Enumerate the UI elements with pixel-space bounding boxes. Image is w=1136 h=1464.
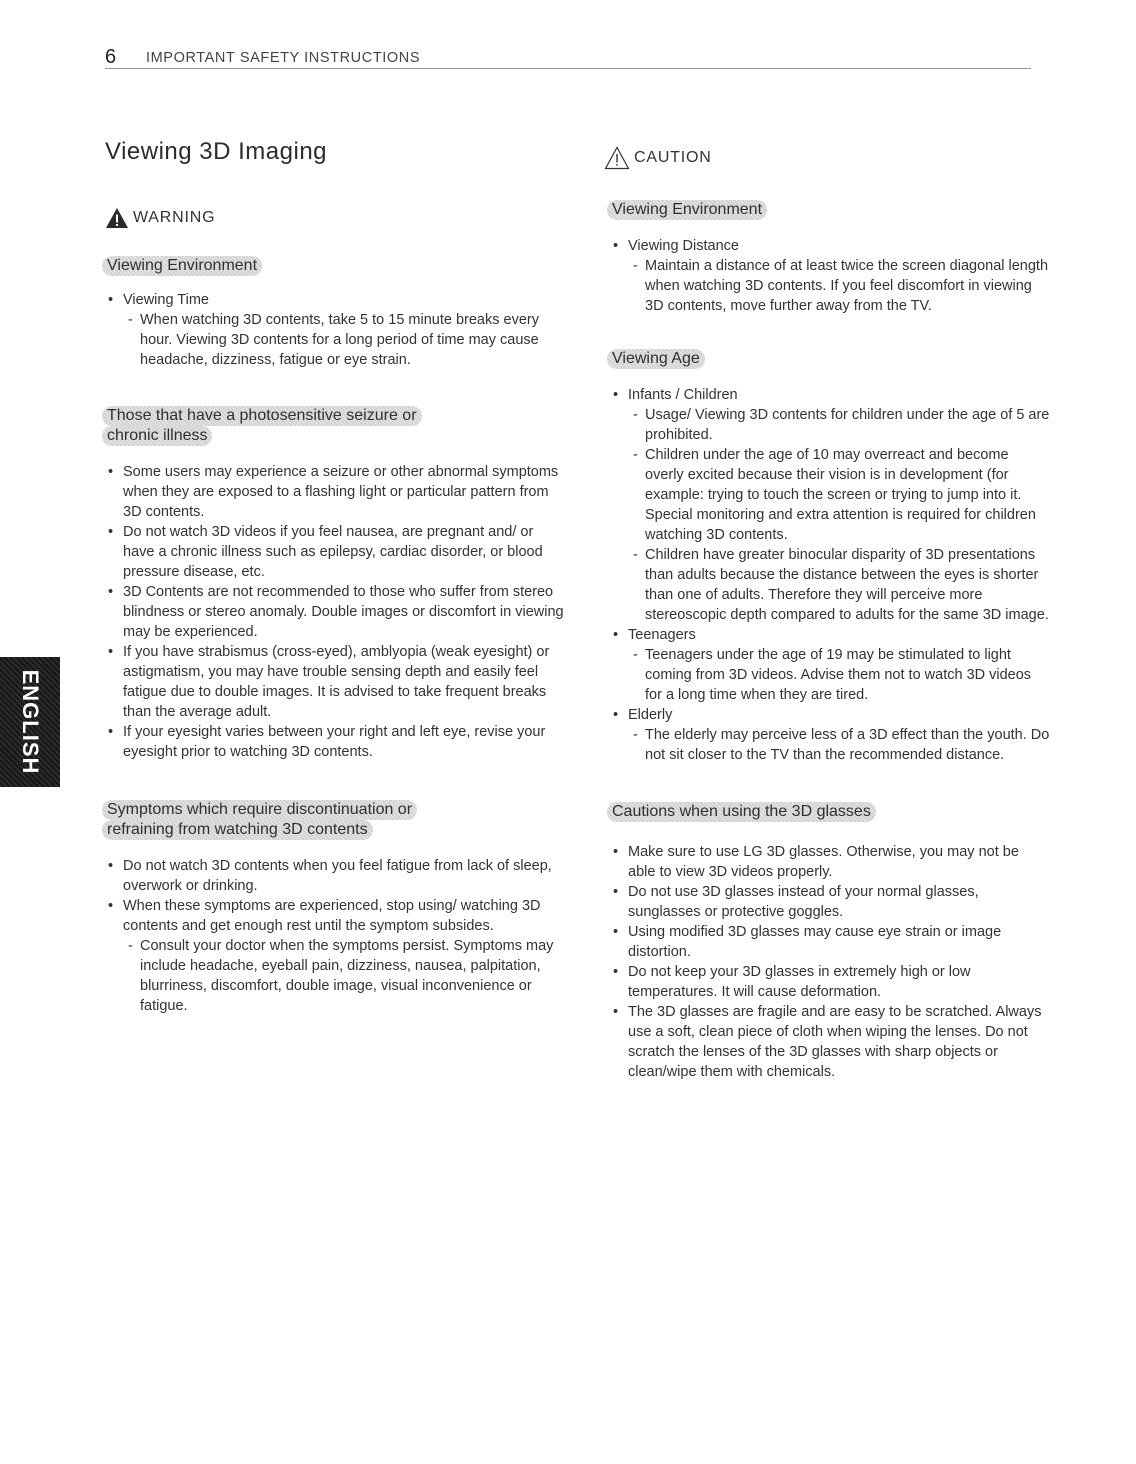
section-label-line: Viewing Environment bbox=[607, 200, 767, 220]
page-title: Viewing 3D Imaging bbox=[105, 138, 328, 165]
section-label bbox=[607, 349, 1050, 369]
language-tab-label: ENGLISH bbox=[18, 669, 43, 775]
list-item bbox=[105, 896, 565, 1016]
list-item: • Do not watch 3D contents when you feel fatigue from lack of sleep, overwork or drinking. bbox=[105, 856, 565, 896]
caution-notice bbox=[604, 145, 1050, 171]
list-item: • If you have strabismus (cross-eyed), amblyopia (weak eyesight) or astigmatism, you may have trouble sensing depth and easily feel fatigue due to double images. It is advised to take frequent breaks than the average adult. bbox=[105, 642, 565, 722]
section-label-line: Viewing Age bbox=[607, 349, 705, 369]
bullet-list bbox=[105, 856, 565, 1016]
left-section bbox=[105, 256, 565, 370]
sub-list bbox=[628, 405, 1050, 625]
left-column bbox=[105, 138, 565, 1016]
sub-list-item: - When watching 3D contents, take 5 to 15 minute breaks every hour. Viewing 3D contents for a long period of time may cause headache, dizziness, fatigue or eye strain. bbox=[123, 310, 565, 370]
caution-label: CAUTION bbox=[634, 149, 712, 166]
sub-list-item: - Consult your doctor when the symptoms persist. Symptoms may include headache, eyeball pain, dizziness, nausea, palpitation, blurriness, discomfort, double image, visual inconvenience or fatigue. bbox=[123, 936, 565, 1016]
running-title: IMPORTANT SAFETY INSTRUCTIONS bbox=[146, 50, 421, 66]
section-label-line: chronic illness bbox=[102, 426, 212, 446]
list-item: • Do not watch 3D videos if you feel nausea, are pregnant and/ or have a chronic illness such as epilepsy, cardiac disorder, or blood pressure disease, etc. bbox=[105, 522, 565, 582]
list-item bbox=[105, 290, 565, 370]
list-item bbox=[610, 236, 1050, 316]
list-item-text: Viewing Distance bbox=[628, 238, 739, 254]
section-label-line: refraining from watching 3D contents bbox=[102, 820, 373, 840]
list-item-text: Viewing Time bbox=[123, 292, 209, 308]
left-section bbox=[105, 406, 565, 762]
list-item: • Do not keep your 3D glasses in extremely high or low temperatures. It will cause deformation. bbox=[610, 962, 1050, 1002]
list-item-text: Infants / Children bbox=[628, 387, 738, 403]
sub-list bbox=[628, 725, 1050, 765]
list-item-text: Teenagers bbox=[628, 627, 696, 643]
sub-list-item: - Usage/ Viewing 3D contents for children under the age of 5 are prohibited. bbox=[628, 405, 1050, 445]
list-item-text: When these symptoms are experienced, stop using/ watching 3D contents and get enough rest until the symptom subsides. bbox=[123, 898, 541, 934]
bullet-list bbox=[610, 842, 1050, 1082]
sub-list-item: - Children have greater binocular disparity of 3D presentations than adults because the distance between the eyes is shorter than one of adults. Therefore they will perceive more stereoscopic depth compared to adults for the same 3D image. bbox=[628, 545, 1050, 625]
bullet-list bbox=[610, 236, 1050, 316]
language-side-tab bbox=[0, 657, 60, 787]
warning-notice bbox=[105, 206, 565, 230]
right-section bbox=[610, 200, 1050, 316]
right-column bbox=[610, 145, 1050, 1082]
header-rule bbox=[105, 68, 1031, 69]
section-label-line: Those that have a photosensitive seizure or bbox=[102, 406, 422, 426]
list-item: • 3D Contents are not recommended to those who suffer from stereo blindness or stereo anomaly. Double images or discomfort in viewing may be experienced. bbox=[105, 582, 565, 642]
list-item-text: Elderly bbox=[628, 707, 673, 723]
list-item bbox=[610, 705, 1050, 765]
section-label bbox=[607, 802, 1050, 822]
sub-list bbox=[123, 936, 565, 1016]
list-item: • Do not use 3D glasses instead of your normal glasses, sunglasses or protective goggles. bbox=[610, 882, 1050, 922]
sub-list-item: - Teenagers under the age of 19 may be stimulated to light coming from 3D videos. Advise them not to watch 3D videos for a long time when they are tired. bbox=[628, 645, 1050, 705]
list-item: • The 3D glasses are fragile and are easy to be scratched. Always use a soft, clean piece of cloth when wiping the lenses. Do not scratch the lenses of the 3D glasses with sharp objects or clean/wipe them with chemicals. bbox=[610, 1002, 1050, 1082]
caution-icon bbox=[604, 146, 630, 170]
section-label-line: Symptoms which require discontinuation or bbox=[102, 800, 417, 820]
bullet-list bbox=[105, 462, 565, 762]
section-label-line: Viewing Environment bbox=[102, 256, 262, 276]
sub-list bbox=[123, 310, 565, 370]
warning-icon bbox=[105, 207, 129, 229]
bullet-list bbox=[105, 290, 565, 370]
list-item: • Some users may experience a seizure or other abnormal symptoms when they are exposed to a flashing light or particular pattern from 3D contents. bbox=[105, 462, 565, 522]
sub-list-item: - Children under the age of 10 may overreact and become overly excited because their vision is in development (for example: trying to touch the screen or trying to jump into it. Special monitoring and extra attention is required for children watching 3D contents. bbox=[628, 445, 1050, 545]
section-label bbox=[102, 800, 565, 840]
list-item: • Using modified 3D glasses may cause eye strain or image distortion. bbox=[610, 922, 1050, 962]
page-number: 6 bbox=[105, 46, 117, 68]
list-item: • Make sure to use LG 3D glasses. Otherwise, you may not be able to view 3D videos properly. bbox=[610, 842, 1050, 882]
section-label-line: Cautions when using the 3D glasses bbox=[607, 802, 876, 822]
page-header bbox=[105, 46, 1031, 70]
list-item bbox=[610, 385, 1050, 625]
section-label bbox=[102, 406, 565, 446]
right-section bbox=[610, 349, 1050, 765]
warning-label: WARNING bbox=[133, 209, 216, 226]
list-item: • If your eyesight varies between your right and left eye, revise your eyesight prior to watching 3D contents. bbox=[105, 722, 565, 762]
section-label bbox=[607, 200, 1050, 220]
list-item bbox=[610, 625, 1050, 705]
sub-list-item: - The elderly may perceive less of a 3D effect than the youth. Do not sit closer to the TV than the recommended distance. bbox=[628, 725, 1050, 765]
sub-list bbox=[628, 645, 1050, 705]
sub-list-item: - Maintain a distance of at least twice the screen diagonal length when watching 3D contents. If you feel discomfort in viewing 3D contents, move further away from the TV. bbox=[628, 256, 1050, 316]
sub-list bbox=[628, 256, 1050, 316]
section-label bbox=[102, 256, 565, 276]
bullet-list bbox=[610, 385, 1050, 765]
right-section bbox=[610, 802, 1050, 1082]
left-section bbox=[105, 800, 565, 1016]
